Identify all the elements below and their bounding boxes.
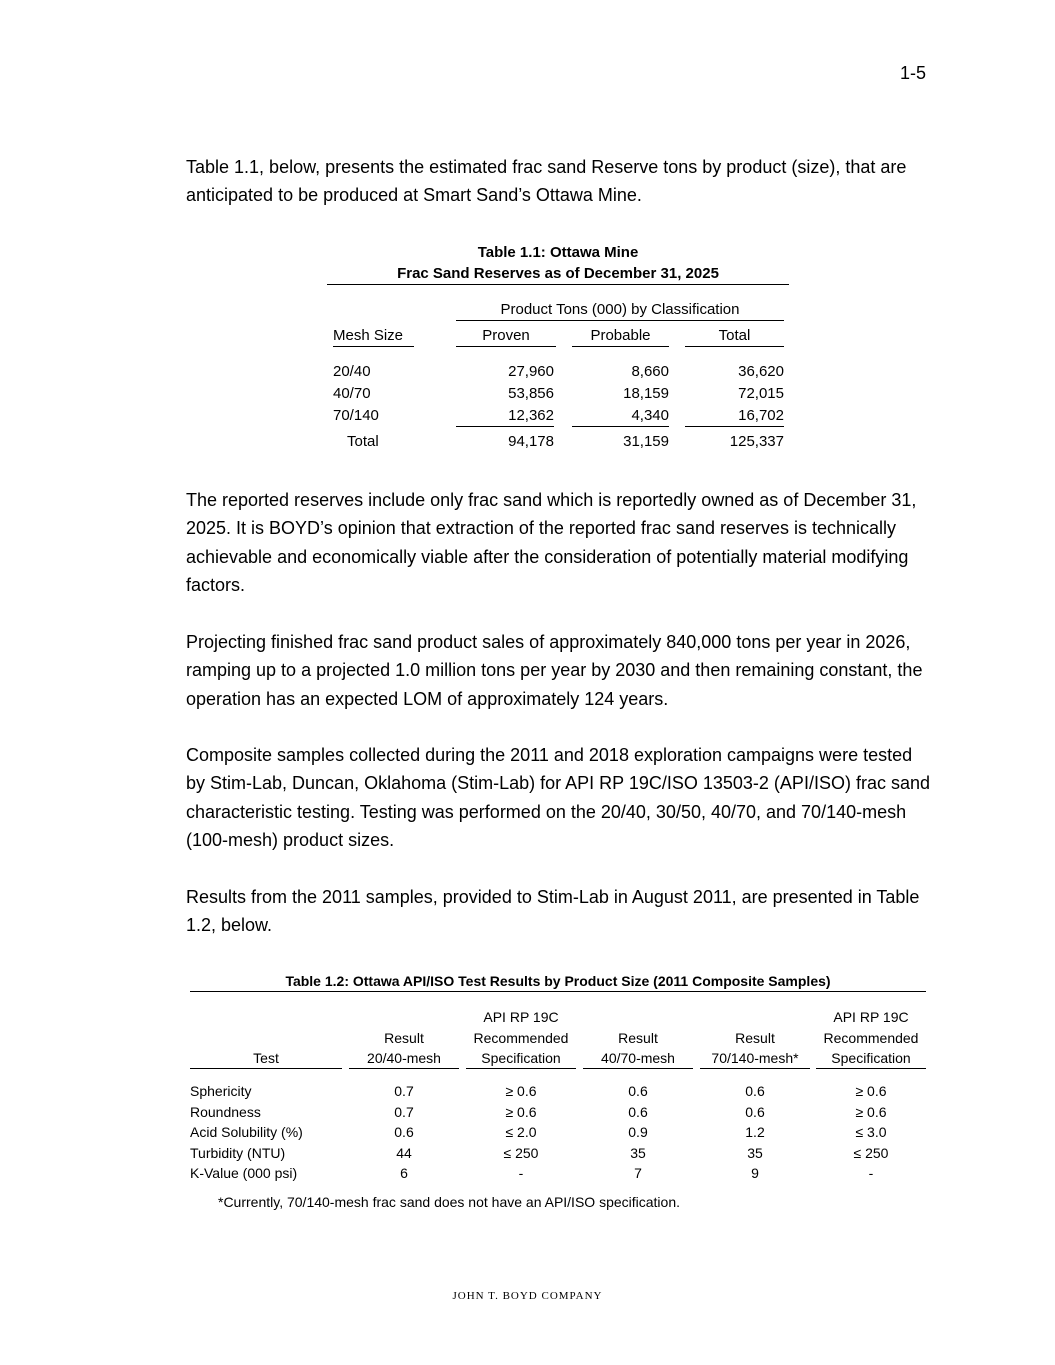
table2-header-line — [700, 1007, 810, 1028]
table2-header-line: Result — [735, 1029, 775, 1046]
table1-row-probable: 8,660 — [631, 363, 669, 380]
table2-cell: 0.9 — [628, 1124, 648, 1140]
table2-cell: 0.6 — [628, 1103, 648, 1120]
table1-row-total: 16,702 — [738, 407, 784, 424]
table2-cell: ≤ 3.0 — [855, 1124, 887, 1140]
table2-cell: ≥ 0.6 — [855, 1103, 887, 1120]
table1-col-mesh: Mesh Size — [333, 327, 414, 347]
table2-cell: 0.6 — [628, 1083, 648, 1099]
table2-cell: 7 — [634, 1165, 642, 1181]
paragraph-results: Results from the 2011 samples, provided to Stim-Lab in August 2011, are presented in Table 1.2, below. — [186, 887, 920, 936]
table2-header-spec-1 — [466, 1007, 576, 1069]
table1-col-proven: Proven — [456, 327, 556, 347]
table1-sum-rule-proven — [456, 426, 554, 427]
table2-cell: ≤ 250 — [503, 1144, 539, 1161]
table2-cell: ≥ 0.6 — [855, 1083, 887, 1099]
table2-header-line: Recommended — [823, 1029, 919, 1046]
table2-cell: ≥ 0.6 — [505, 1103, 537, 1120]
table2-header-result-2040 — [349, 1007, 459, 1069]
table1-sum-rule-probable — [572, 426, 669, 427]
table2-row-label: Turbidity (NTU) — [190, 1144, 286, 1161]
table1-row-mesh: 20/40 — [333, 363, 371, 380]
table1-title — [327, 242, 789, 284]
table2-row-label: Acid Solubility (%) — [190, 1124, 303, 1140]
table2-header-line — [190, 1007, 342, 1028]
table2-header-result-70140 — [700, 1007, 810, 1069]
table1-row-mesh: 70/140 — [333, 407, 379, 424]
table2-header-line: Recommended — [473, 1029, 569, 1046]
table1-row-probable: 18,159 — [623, 385, 669, 402]
table2-cell: - — [518, 1165, 524, 1181]
table2-cell: ≤ 2.0 — [505, 1124, 537, 1140]
table2-header-line: Result — [384, 1029, 424, 1046]
table1-row-probable: 4,340 — [631, 407, 669, 424]
page-footer: JOHN T. BOYD COMPANY — [452, 1290, 603, 1302]
table2-header-line — [583, 1007, 693, 1028]
table2-header-line: 70/140-mesh* — [711, 1050, 799, 1066]
table2-header-line: API RP 19C — [833, 1009, 909, 1025]
table2-title: Table 1.2: Ottawa API/ISO Test Results by Product Size (2011 Composite Samples) — [190, 973, 926, 992]
table2-header-result-4070 — [583, 1007, 693, 1069]
table2-header-line: Specification — [481, 1050, 561, 1066]
table1-title-line2: Frac Sand Reserves as of December 31, 2025 — [397, 265, 719, 282]
table1-group-header: Product Tons (000) by Classification — [456, 301, 784, 321]
table2-cell: 35 — [747, 1144, 763, 1161]
table2-header-line: Test — [253, 1050, 279, 1066]
table1-row-total: 36,620 — [738, 363, 784, 380]
paragraph-intro: Table 1.1, below, presents the estimated frac sand Reserve tons by product (size), that are anticipated to be produced at Smart Sand’s Ottawa Mine. — [186, 157, 907, 206]
table2-cell: - — [868, 1165, 874, 1181]
table2-cell: 0.7 — [394, 1083, 414, 1099]
table2-cell: 0.6 — [745, 1083, 765, 1099]
table1-title-line1: Table 1.1: Ottawa Mine — [477, 244, 639, 261]
table1-row-proven: 27,960 — [508, 363, 554, 380]
table2-cell: ≤ 250 — [853, 1144, 889, 1161]
paragraph-testing: Composite samples collected during the 2011 and 2018 exploration campaigns were tested by Stim-Lab, Duncan, Oklahoma (Stim-Lab) for API RP 19C/ISO 13503-2 (API/ISO) frac sand characteristic testing. Testing was performed on the 20/40, 30/50, 40/70, and 70/140-mesh (100-mesh) product sizes. — [186, 745, 930, 851]
table2-header-line — [349, 1007, 459, 1028]
table2-row-label: Roundness — [190, 1103, 261, 1120]
table1-total-label: Total — [347, 433, 379, 450]
table2-header-line: Result — [618, 1029, 658, 1046]
table1-sum-rule-total — [685, 426, 784, 427]
table2-cell: 0.6 — [394, 1124, 414, 1140]
paragraph-projection: Projecting finished frac sand product sales of approximately 840,000 tons per year in 2026, ramping up to a projected 1.0 million tons per year by 2030 and then remaining constant, the operation has an expected LOM of approximately 124 years. — [186, 632, 923, 709]
table2-header-line: API RP 19C — [483, 1009, 559, 1025]
table2-cell: 44 — [396, 1144, 412, 1161]
table1-row-mesh: 40/70 — [333, 385, 371, 402]
table2-cell: 35 — [630, 1144, 646, 1161]
table2-cell: 9 — [751, 1165, 759, 1181]
table2-cell: 0.6 — [745, 1103, 765, 1120]
table2-header-test — [190, 1007, 342, 1069]
table1-col-total: Total — [685, 327, 784, 347]
table1-row-total: 72,015 — [738, 385, 784, 402]
table2-row-label: Sphericity — [190, 1083, 252, 1099]
table2-cell: 6 — [400, 1165, 408, 1181]
table1-col-probable: Probable — [572, 327, 669, 347]
table1-row-proven: 53,856 — [508, 385, 554, 402]
table2-cell: 0.7 — [394, 1103, 414, 1120]
table1-total-proven: 94,178 — [508, 433, 554, 450]
table1-row-proven: 12,362 — [508, 407, 554, 424]
paragraph-reserves: The reported reserves include only frac sand which is reportedly owned as of December 31, 2025. It is BOYD’s opinion that extraction of the reported frac sand reserves is technically achievable and economically viable after the consideration of potentially material modifying factors. — [186, 490, 917, 596]
table2-row-label: K-Value (000 psi) — [190, 1165, 298, 1181]
table2-header-line: Specification — [831, 1050, 911, 1066]
table2-footnote: *Currently, 70/140-mesh frac sand does not have an API/ISO specification. — [218, 1194, 680, 1210]
table1-total-total: 125,337 — [729, 433, 784, 450]
table2-cell: 1.2 — [745, 1124, 765, 1140]
page-number: 1-5 — [900, 63, 927, 83]
table2-header-line — [190, 1028, 342, 1049]
table2-header-line: 40/70-mesh — [601, 1050, 675, 1066]
table2-header-spec-2 — [816, 1007, 926, 1069]
table2-header-line: 20/40-mesh — [367, 1050, 441, 1066]
table2-cell: ≥ 0.6 — [505, 1083, 537, 1099]
table1-total-probable: 31,159 — [623, 433, 669, 450]
table1-title-rule — [327, 284, 789, 285]
